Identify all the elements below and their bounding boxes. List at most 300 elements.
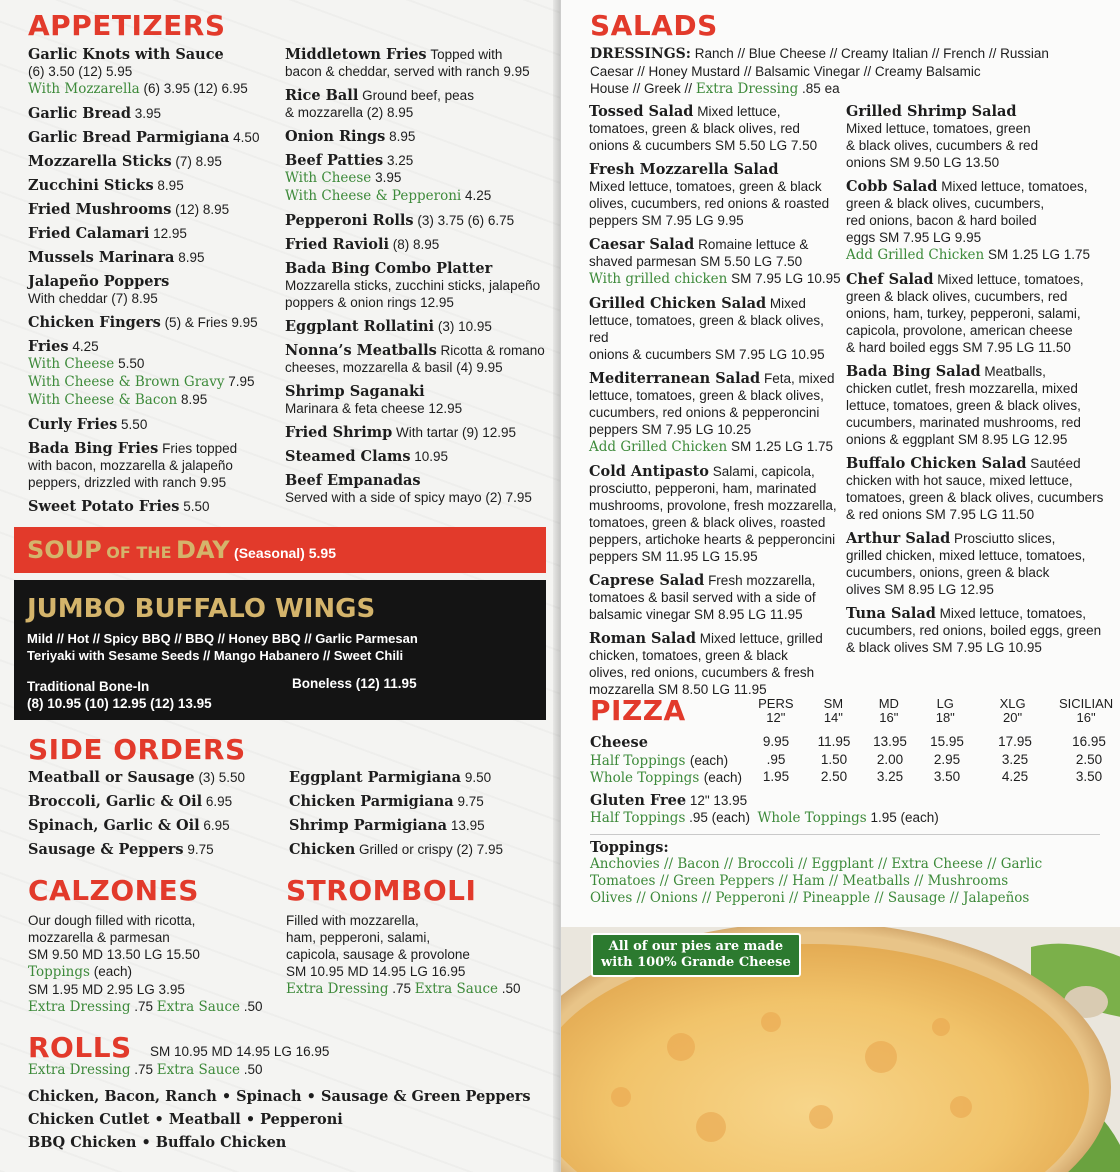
salad-item (846, 363, 1108, 448)
salad-item (589, 370, 844, 456)
pizza-price-cell: 17.95 (998, 734, 1032, 749)
side-orders-right-column (289, 769, 549, 865)
salad-item-detail: tomatoes, green & black olives, roasted (589, 515, 826, 530)
calzones-toppings-prices: SM 1.95 MD 2.95 LG 3.95 (28, 982, 185, 997)
salad-item-detail: lettuce, tomatoes, green & black olives, (846, 398, 1081, 413)
salad-item-detail: chicken, tomatoes, green & black (589, 648, 788, 663)
rolls-line-1: Chicken, Bacon, Ranch • Spinach • Sausage & Green Peppers (28, 1088, 531, 1105)
pizza-price-cell: 1.95 (762, 769, 790, 784)
salad-item-name: Grilled Shrimp Salad (846, 103, 1017, 120)
appetizer-item-detail: 4.25 (464, 188, 492, 203)
appetizer-item-detail: bacon & cheddar, served with ranch 9.95 (285, 64, 530, 79)
pizza-price-cell: 2.00 (876, 751, 904, 767)
appetizer-item-name: Shrimp Saganaki (285, 383, 425, 400)
side-order-item-price: 13.95 (450, 818, 485, 833)
appetizer-item-detail: cheeses, mozzarella & basil (4) 9.95 (285, 360, 503, 375)
side-order-item (289, 769, 549, 786)
salad-item-detail: onions & cucumbers SM 5.50 LG 7.50 (589, 138, 818, 153)
appetizer-item (285, 87, 547, 121)
salad-item-detail: peppers SM 7.95 LG 10.25 (589, 422, 752, 437)
salads-left-column (589, 103, 844, 705)
appetizer-item-name: Eggplant Rollatini (285, 318, 435, 335)
appetizer-item (28, 129, 278, 146)
dressings-line-1: Ranch // Blue Cheese // Creamy Italian // French // Russian (694, 46, 1049, 61)
appetizer-item (28, 440, 278, 491)
appetizer-item (28, 105, 278, 122)
salad-item-price: Romaine lettuce & (698, 237, 809, 252)
side-order-item-name: Spinach, Garlic & Oil (28, 817, 200, 834)
salad-item-name: Tuna Salad (846, 605, 936, 622)
appetizer-item-price: With tartar (9) 12.95 (396, 425, 517, 440)
side-order-item-name: Sausage & Peppers (28, 841, 184, 858)
appetizer-item (28, 201, 278, 218)
appetizer-item (285, 424, 547, 441)
gluten-free-label: Gluten Free (590, 792, 687, 809)
pizza-price-table (590, 734, 1110, 787)
appetizer-item (285, 318, 547, 335)
pizza-size-inch: 14" (823, 710, 843, 725)
pizza-price-cell: 3.50 (1075, 769, 1103, 784)
salad-item (589, 161, 844, 229)
appetizer-item (28, 416, 278, 433)
side-order-item (28, 841, 288, 858)
salad-item-detail: balsamic vinegar SM 8.95 LG 11.95 (589, 607, 803, 622)
salad-item-detail: peppers SM 7.95 LG 9.95 (589, 213, 744, 228)
dressings-extra: Extra Dressing (695, 81, 799, 97)
appetizer-item-detail: (6) 3.95 (12) 6.95 (143, 81, 248, 96)
appetizer-item-name: Beef Empanadas (285, 472, 421, 489)
pizza-size-label: PERS (758, 696, 794, 711)
appetizers-left-column (28, 46, 278, 522)
salad-item (846, 103, 1108, 171)
side-order-item-price: 9.75 (187, 842, 214, 857)
side-order-item-name: Broccoli, Garlic & Oil (28, 793, 203, 810)
rolls-line-3: BBQ Chicken • Buffalo Chicken (28, 1134, 287, 1151)
salad-item (846, 455, 1108, 523)
right-page (561, 0, 1120, 1172)
rolls-details (28, 1061, 548, 1154)
rolls-line-2: Chicken Cutlet • Meatball • Pepperoni (28, 1111, 343, 1128)
appetizer-item (285, 236, 547, 253)
salad-item-detail: & hard boiled eggs SM 7.95 LG 11.50 (846, 340, 1071, 355)
wings-boneless: Boneless (12) 11.95 (292, 676, 417, 691)
appetizer-item-price: (7) 8.95 (175, 154, 222, 169)
pizza-row-name: Whole Toppings (590, 770, 700, 786)
appetizer-item-price: 12.95 (153, 226, 187, 241)
pizza-title: PIZZA (590, 694, 686, 727)
appetizer-item (285, 383, 547, 417)
pizza-price-row (590, 734, 1110, 752)
appetizer-item-name: Fried Shrimp (285, 424, 393, 441)
appetizer-item (28, 338, 278, 409)
pizza-price-cell: 3.25 (876, 769, 904, 784)
salad-item-option: With grilled chicken (589, 271, 728, 287)
salad-item (589, 236, 844, 288)
salad-item-name: Mediterranean Salad (589, 370, 761, 387)
salad-item (846, 178, 1108, 264)
salad-item-detail: SM 1.25 LG 1.75 (730, 439, 834, 454)
pizza-price-cell: 3.50 (933, 769, 961, 784)
side-order-item (28, 769, 288, 786)
side-order-item-name: Meatball or Sausage (28, 769, 195, 786)
pizza-price-cell: 13.95 (873, 734, 907, 749)
appetizer-item-detail: Marinara & feta cheese 12.95 (285, 401, 463, 416)
gf-whole-price: 1.95 (each) (870, 810, 939, 825)
appetizer-item-name: Sweet Potato Fries (28, 498, 180, 515)
pizza-size-col (1051, 697, 1120, 725)
rolls-prices: SM 10.95 MD 14.95 LG 16.95 (150, 1044, 330, 1059)
appetizer-item-name: Nonna’s Meatballs (285, 342, 437, 359)
appetizer-item-option: With Cheese & Bacon (28, 392, 178, 408)
salad-item-price: Mixed lettuce, tomatoes, (939, 606, 1086, 621)
appetizer-item-name: Middletown Fries (285, 46, 427, 63)
salad-item-detail: eggs SM 7.95 LG 9.95 (846, 230, 982, 245)
appetizer-item (28, 46, 278, 98)
salad-item-detail: olives, red onions, cucumbers & fresh (589, 665, 815, 680)
salad-item-price: Mixed lettuce, (697, 104, 781, 119)
rolls-extra-dressing: Extra Dressing (28, 1062, 131, 1078)
appetizer-item-name: Jalapeño Poppers (28, 273, 170, 290)
pizza-size-inch: 16" (879, 710, 899, 725)
appetizer-item-name: Bada Bing Fries (28, 440, 159, 457)
appetizer-item-detail: peppers, drizzled with ranch 9.95 (28, 475, 227, 490)
dressings-line-2: Caesar // Honey Mustard // Balsamic Vinegar // Creamy Balsamic (590, 64, 981, 79)
appetizer-item-name: Fried Mushrooms (28, 201, 172, 218)
salad-item-detail: & red onions SM 7.95 LG 11.50 (846, 507, 1035, 522)
pizza-row-name: Cheese (590, 734, 648, 751)
salad-item-detail: SM 7.95 LG 10.95 (731, 271, 841, 286)
wings-bonein-label: Traditional Bone-In (27, 679, 150, 694)
pizza-size-label: SICILIAN (1059, 696, 1114, 711)
appetizer-item-price: (8) 8.95 (392, 237, 440, 252)
salad-item-price: Feta, mixed (763, 371, 835, 386)
salad-item-name: Fresh Mozzarella Salad (589, 161, 779, 178)
toppings-label: Toppings: (590, 839, 669, 856)
appetizer-item-price: 4.50 (233, 130, 260, 145)
salad-item-detail: chicken cutlet, fresh mozzarella, mixed (846, 381, 1078, 396)
appetizer-item-price: 8.95 (389, 129, 416, 144)
gluten-free-section (590, 792, 1110, 827)
appetizer-item (285, 342, 547, 376)
appetizer-item-detail: 7.95 (228, 374, 255, 389)
appetizer-item-detail: (6) 3.50 (12) 5.95 (28, 64, 133, 79)
pizza-size-inch: 16" (1076, 710, 1096, 725)
pizza-price-cell: 9.95 (762, 734, 790, 749)
pizza-row-name: Half Toppings (590, 752, 686, 769)
calzones-desc-1: Our dough filled with ricotta, (28, 913, 196, 928)
pizza-price-cell: 15.95 (930, 734, 964, 749)
pizza-price-cell: 2.95 (933, 751, 961, 767)
appetizer-item-option: With Cheese (28, 356, 115, 372)
pizza-price-row (590, 769, 1110, 787)
calzones-toppings-each: (each) (93, 964, 132, 979)
wings-title: JUMBO BUFFALO WINGS (27, 594, 376, 624)
appetizer-item-price: 8.95 (157, 178, 184, 193)
salad-item-detail: chicken with hot sauce, mixed lettuce, (846, 473, 1073, 488)
salad-item (589, 463, 844, 565)
salad-item-detail: shaved parmesan SM 5.50 LG 7.50 (589, 254, 803, 269)
side-order-item (28, 793, 288, 810)
appetizer-item-name: Fried Ravioli (285, 236, 389, 253)
pizza-size-header (746, 697, 1120, 725)
appetizer-item (28, 225, 278, 242)
appetizer-item-option: With Cheese & Pepperoni (285, 188, 462, 204)
appetizer-item-price: Ground beef, peas (362, 88, 474, 103)
pizza-price-cell: 16.95 (1072, 734, 1106, 749)
badge-line-2: with 100% Grande Cheese (601, 955, 791, 970)
pizza-size-inch: 12" (766, 710, 786, 725)
stromboli-desc-3: capicola, sausage & provolone (286, 947, 470, 962)
toppings-line-3: Olives // Onions // Pepperoni // Pineapple // Sausage // Jalapeños (590, 890, 1030, 906)
appetizer-item-name: Curly Fries (28, 416, 118, 433)
side-order-item-price: 9.75 (457, 794, 484, 809)
appetizer-item-price: 5.50 (121, 417, 148, 432)
salad-item-detail: SM 1.25 LG 1.75 (987, 247, 1091, 262)
gf-whole-toppings: Whole Toppings (757, 810, 867, 826)
appetizer-item (28, 273, 278, 307)
calzones-extra-dressing: Extra Dressing (28, 999, 131, 1015)
calzones-extra-sauce: Extra Sauce (156, 999, 241, 1015)
dressings-extra-price: .85 ea (802, 81, 840, 96)
wings-flavors-line1: Mild // Hot // Spicy BBQ // BBQ // Honey BBQ // Garlic Parmesan (27, 631, 418, 646)
salad-item-option: Add Grilled Chicken (589, 439, 728, 455)
soup-note: (Seasonal) 5.95 (234, 545, 336, 561)
soup-banner (14, 527, 546, 573)
appetizer-item-name: Garlic Bread Parmigiana (28, 129, 230, 146)
salad-item-detail: onions & eggplant SM 8.95 LG 12.95 (846, 432, 1068, 447)
appetizer-item-detail: 3.95 (375, 170, 402, 185)
calzones-desc-2: mozzarella & parmesan (28, 930, 170, 945)
appetizer-item-option: With Cheese (285, 170, 372, 186)
rolls-title: ROLLS (28, 1031, 132, 1064)
pizza-size-col (806, 697, 861, 725)
appetizer-item-name: Fried Calamari (28, 225, 150, 242)
soup-word: SOUP (27, 536, 102, 564)
appetizer-item (285, 212, 547, 229)
side-orders-title: SIDE ORDERS (28, 733, 246, 766)
pizza-size-label: XLG (999, 696, 1026, 711)
pizza-size-label: SM (823, 696, 844, 711)
salad-item-detail: lettuce, tomatoes, green & black olives, red (589, 313, 824, 345)
appetizer-item-name: Pepperoni Rolls (285, 212, 414, 229)
appetizer-item-name: Fries (28, 338, 69, 355)
pizza-divider (590, 834, 1100, 835)
salad-item-price: Mixed lettuce, grilled (699, 631, 823, 646)
appetizer-item-name: Beef Patties (285, 152, 384, 169)
salad-item-detail: tomatoes & basil served with a side of (589, 590, 816, 605)
appetizer-item-price: (3) 10.95 (437, 319, 492, 334)
salad-item-price: Prosciutto slices, (954, 531, 1056, 546)
salad-item-name: Bada Bing Salad (846, 363, 981, 380)
pizza-size-col (861, 697, 916, 725)
appetizer-item-price: 5.50 (183, 499, 210, 514)
appetizer-item (285, 472, 547, 506)
calzones-prices: SM 9.50 MD 13.50 LG 15.50 (28, 947, 200, 962)
side-order-item-price: 6.95 (205, 794, 233, 809)
salad-item-name: Caprese Salad (589, 572, 705, 589)
appetizer-item-name: Steamed Clams (285, 448, 411, 465)
appetizer-item-price: 3.95 (134, 106, 162, 121)
pizza-size-label: MD (878, 696, 899, 711)
salad-item (846, 271, 1108, 356)
rolls-extra-sauce-price: .50 (243, 1062, 263, 1077)
salad-item-price: Fresh mozzarella, (708, 573, 816, 588)
salad-item (589, 630, 844, 698)
salad-item-name: Tossed Salad (589, 103, 694, 120)
salad-item-detail: cucumbers, red onions & pepperoncini (589, 405, 820, 420)
salad-item-detail: lettuce, tomatoes, green & black olives, (589, 388, 824, 403)
salad-item-price: Mixed (769, 296, 806, 311)
calzones-details (28, 912, 278, 1016)
side-order-item (28, 817, 288, 834)
salad-item-price: Sautéed (1030, 456, 1081, 471)
side-order-item-price: 9.50 (464, 770, 492, 785)
appetizer-item-detail: 5.50 (118, 356, 145, 371)
wings-flavors-line2: Teriyaki with Sesame Seeds // Mango Habanero // Sweet Chili (27, 648, 404, 663)
salad-item-name: Cold Antipasto (589, 463, 709, 480)
salad-item-detail: green & black olives, cucumbers, red (846, 289, 1068, 304)
pizza-price-cell: 11.95 (817, 734, 851, 749)
salad-item-name: Arthur Salad (846, 530, 951, 547)
appetizer-item-name: Bada Bing Combo Platter (285, 260, 493, 277)
wings-banner (14, 580, 546, 720)
salad-item-detail: onions & cucumbers SM 7.95 LG 10.95 (589, 347, 825, 362)
side-orders-left-column (28, 769, 288, 865)
appetizer-item-name: Zucchini Sticks (28, 177, 154, 194)
salad-item-price: Salami, capicola, (712, 464, 815, 479)
toppings-line-2: Tomatoes // Green Peppers // Ham // Meatballs // Mushrooms (590, 873, 1009, 889)
appetizer-item-detail: poppers & onion rings 12.95 (285, 295, 454, 310)
pizza-price-row (590, 752, 1110, 770)
soup-day: DAY (176, 536, 230, 564)
salad-item-detail: & black olives SM 7.95 LG 10.95 (846, 640, 1042, 655)
appetizer-item (285, 260, 547, 311)
pizza-toppings-section (590, 839, 1115, 907)
salad-item-name: Roman Salad (589, 630, 696, 647)
appetizer-item-name: Chicken Fingers (28, 314, 161, 331)
stromboli-prices: SM 10.95 MD 14.95 LG 16.95 (286, 964, 466, 979)
pizza-size-col (746, 697, 806, 725)
gf-half-price: .95 (each) (689, 810, 750, 825)
salad-item-detail: red onions, bacon & hard boiled (846, 213, 1037, 228)
side-order-item-name: Chicken Parmigiana (289, 793, 454, 810)
side-order-item-name: Shrimp Parmigiana (289, 817, 448, 834)
grande-cheese-badge (591, 933, 801, 977)
salad-item-detail: Mixed lettuce, tomatoes, green (846, 121, 1031, 136)
salad-item-name: Grilled Chicken Salad (589, 295, 767, 312)
appetizer-item-price: 3.25 (386, 153, 414, 168)
side-order-item-price: Grilled or crispy (2) 7.95 (359, 842, 504, 857)
salad-item-detail: olives, cucumbers, red onions & roasted (589, 196, 830, 211)
salad-item-option: Add Grilled Chicken (846, 247, 985, 263)
pizza-price-cell: 2.50 (820, 769, 848, 784)
pizza-row-note: (each) (689, 752, 729, 768)
appetizer-item (28, 177, 278, 194)
appetizer-item-name: Mussels Marinara (28, 249, 175, 266)
salad-item-detail: onions, ham, turkey, pepperoni, salami, (846, 306, 1081, 321)
appetizer-item-price: 4.25 (72, 339, 99, 354)
gf-half-toppings: Half Toppings (590, 810, 686, 826)
salad-item-detail: cucumbers, marinated mushrooms, red (846, 415, 1081, 430)
salad-item-price: Mixed lettuce, tomatoes, (941, 179, 1088, 194)
appetizer-item-price: Ricotta & romano (440, 343, 545, 358)
appetizer-item-detail: with bacon, mozzarella & jalapeño (28, 458, 233, 473)
pizza-size-inch: 18" (935, 710, 955, 725)
salad-item-name: Caesar Salad (589, 236, 695, 253)
salad-item (589, 572, 844, 623)
calzones-title: CALZONES (28, 874, 199, 907)
calzones-toppings-label: Toppings (28, 964, 90, 980)
side-order-item-name: Eggplant Parmigiana (289, 769, 462, 786)
salad-item-detail: capicola, provolone, american cheese (846, 323, 1073, 338)
stromboli-extra-sauce-price: .50 (501, 981, 521, 996)
pizza-price-cell: 3.25 (1001, 751, 1029, 767)
salad-item-detail: onions SM 9.50 LG 13.50 (846, 155, 1000, 170)
appetizer-item-name: Mozzarella Sticks (28, 153, 172, 170)
appetizers-right-column (285, 46, 547, 513)
salad-item-detail: & black olives, cucumbers & red (846, 138, 1039, 153)
toppings-line-1: Anchovies // Bacon // Broccoli // Eggplant // Extra Cheese // Garlic (590, 856, 1043, 872)
salad-item-detail: green & black olives, cucumbers, (846, 196, 1045, 211)
appetizer-item (28, 314, 278, 331)
salad-item-price: Meatballs, (984, 364, 1046, 379)
pizza-size-inch: 20" (1003, 710, 1023, 725)
salad-item-name: Buffalo Chicken Salad (846, 455, 1027, 472)
salad-item-detail: tomatoes, green & black olives, cucumbers (846, 490, 1104, 505)
appetizer-item-detail: With cheddar (7) 8.95 (28, 291, 158, 306)
salad-dressings (590, 45, 1110, 98)
salad-item (846, 530, 1108, 598)
side-order-item-price: 6.95 (203, 818, 230, 833)
salad-item (589, 295, 844, 363)
salads-right-column (846, 103, 1108, 663)
appetizer-item-option: With Mozzarella (28, 81, 140, 97)
appetizer-item-detail: Served with a side of spicy mayo (2) 7.95 (285, 490, 532, 505)
pizza-photo (561, 927, 1120, 1172)
salad-item (589, 103, 844, 154)
salad-item-detail: peppers SM 11.95 LG 15.95 (589, 549, 758, 564)
appetizer-item (28, 249, 278, 266)
salad-item-detail: prosciutto, pepperoni, ham, marinated (589, 481, 817, 496)
appetizer-item-name: Garlic Knots with Sauce (28, 46, 224, 63)
calzones-extra-sauce-price: .50 (243, 999, 263, 1014)
side-order-item-name: Chicken (289, 841, 356, 858)
appetizer-item (285, 46, 547, 80)
appetizer-item-name: Rice Ball (285, 87, 359, 104)
appetizer-item-price: 8.95 (178, 250, 205, 265)
appetizer-item-detail: Mozzarella sticks, zucchini sticks, jalapeño (285, 278, 541, 293)
appetizer-item (285, 128, 547, 145)
appetizer-item (28, 498, 278, 515)
salad-item-detail: mushrooms, provolone, fresh mozzarella, (589, 498, 837, 513)
pizza-price-cell: 1.50 (820, 751, 848, 767)
rolls-extra-dressing-price: .75 (134, 1062, 154, 1077)
salads-title: SALADS (590, 9, 718, 42)
stromboli-extra-dressing-price: .75 (392, 981, 412, 996)
appetizer-item-name: Garlic Bread (28, 105, 131, 122)
appetizer-item-option: With Cheese & Brown Gravy (28, 374, 225, 390)
salad-item-detail: cucumbers, red onions, boiled eggs, green (846, 623, 1102, 638)
appetizer-item-detail: 8.95 (181, 392, 208, 407)
appetizer-item (285, 152, 547, 205)
calzones-extra-dressing-price: .75 (134, 999, 154, 1014)
stromboli-extra-sauce: Extra Sauce (414, 981, 499, 997)
appetizer-item-price: Topped with (430, 47, 503, 62)
appetizer-item-price: Fries topped (162, 441, 238, 456)
appetizer-item (28, 153, 278, 170)
stromboli-desc-1: Filled with mozzarella, (286, 913, 419, 928)
salad-item-detail: Mixed lettuce, tomatoes, green & black (589, 179, 822, 194)
